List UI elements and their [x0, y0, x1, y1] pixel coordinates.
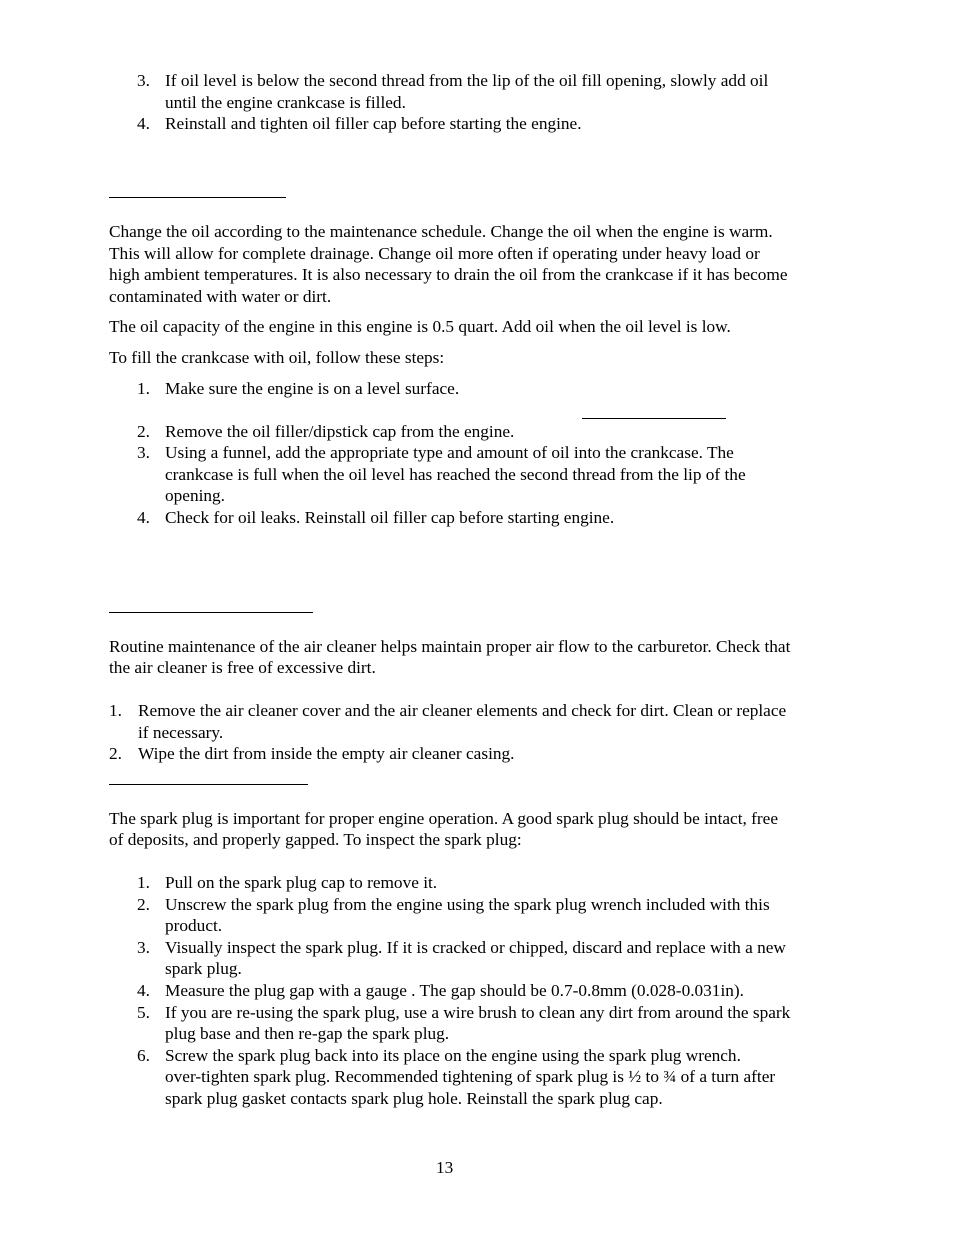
list-number: 1.	[109, 701, 122, 720]
list-number: 4.	[137, 981, 150, 1000]
list-item-text: If you are re-using the spark plug, use a wire brush to clean any dirt from around the spark	[165, 1003, 791, 1022]
paragraph-line: This will allow for complete drainage. Change oil more often if operating under heavy load or	[109, 244, 760, 263]
list-number: 4.	[137, 114, 150, 133]
list-item-text: Using a funnel, add the appropriate type and amount of oil into the crankcase. The	[165, 443, 734, 462]
list-number: 2.	[137, 895, 150, 914]
paragraph-line: To fill the crankcase with oil, follow these steps:	[109, 348, 445, 367]
list-item-text: Check for oil leaks. Reinstall oil filler cap before starting engine.	[165, 508, 615, 527]
list-number: 2.	[137, 422, 150, 441]
list-item-text: spark plug.	[165, 959, 242, 978]
list-item-text: Make sure the engine is on a level surface.	[165, 379, 460, 398]
list-item-text: over-tighten spark plug. Recommended tightening of spark plug is ½ to ¾ of a turn after	[165, 1067, 776, 1086]
section-heading-rule	[109, 612, 313, 613]
paragraph-line: contaminated with water or dirt.	[109, 287, 332, 306]
list-item-text: Measure the plug gap with a gauge . The gap should be 0.7-0.8mm (0.028-0.031in).	[165, 981, 744, 1000]
list-number: 1.	[137, 379, 150, 398]
list-item-text: Remove the oil filler/dipstick cap from the engine.	[165, 422, 515, 441]
list-number: 1.	[137, 873, 150, 892]
paragraph-line: The oil capacity of the engine in this engine is 0.5 quart. Add oil when the oil level is low.	[109, 317, 731, 336]
paragraph-line: Change the oil according to the maintenance schedule. Change the oil when the engine is warm.	[109, 222, 773, 241]
list-item-text: if necessary.	[138, 723, 224, 742]
list-number: 3.	[137, 443, 150, 462]
list-number: 5.	[137, 1003, 150, 1022]
list-item-text: Unscrew the spark plug from the engine using the spark plug wrench included with this	[165, 895, 770, 914]
page-number: 13	[436, 1158, 454, 1177]
list-item-text: Wipe the dirt from inside the empty air cleaner casing.	[138, 744, 515, 763]
paragraph-line: of deposits, and properly gapped. To inspect the spark plug:	[109, 830, 522, 849]
paragraph-line: The spark plug is important for proper engine operation. A good spark plug should be intact, free	[109, 809, 779, 828]
list-item-text: plug base and then re-gap the spark plug.	[165, 1024, 450, 1043]
list-item-text: crankcase is full when the oil level has reached the second thread from the lip of the	[165, 465, 746, 484]
list-number: 6.	[137, 1046, 150, 1065]
list-item-text: Remove the air cleaner cover and the air cleaner elements and check for dirt. Clean or replace	[138, 701, 787, 720]
list-number: 2.	[109, 744, 122, 763]
list-number: 3.	[137, 71, 150, 90]
section-heading-rule	[109, 784, 308, 785]
paragraph-line: Routine maintenance of the air cleaner helps maintain proper air flow to the carburetor. Check that	[109, 637, 791, 656]
list-item-text: opening.	[165, 486, 225, 505]
list-item-text: spark plug gasket contacts spark plug hole. Reinstall the spark plug cap.	[165, 1089, 663, 1108]
list-item-text: until the engine crankcase is filled.	[165, 93, 406, 112]
list-item-text: product.	[165, 916, 223, 935]
section-heading-rule	[109, 197, 286, 198]
list-item-text: Visually inspect the spark plug. If it is cracked or chipped, discard and replace with a new	[165, 938, 786, 957]
list-number: 4.	[137, 508, 150, 527]
paragraph-line: high ambient temperatures. It is also necessary to drain the oil from the crankcase if it has become	[109, 265, 788, 284]
list-number: 3.	[137, 938, 150, 957]
list-item-text: Reinstall and tighten oil filler cap before starting the engine.	[165, 114, 582, 133]
list-item-text: Pull on the spark plug cap to remove it.	[165, 873, 438, 892]
paragraph-line: the air cleaner is free of excessive dirt.	[109, 658, 376, 677]
list-item-text: If oil level is below the second thread from the lip of the oil fill opening, slowly add oil	[165, 71, 769, 90]
inline-blank-rule	[582, 418, 726, 419]
list-item-text: Screw the spark plug back into its place on the engine using the spark plug wrench.	[165, 1046, 741, 1065]
